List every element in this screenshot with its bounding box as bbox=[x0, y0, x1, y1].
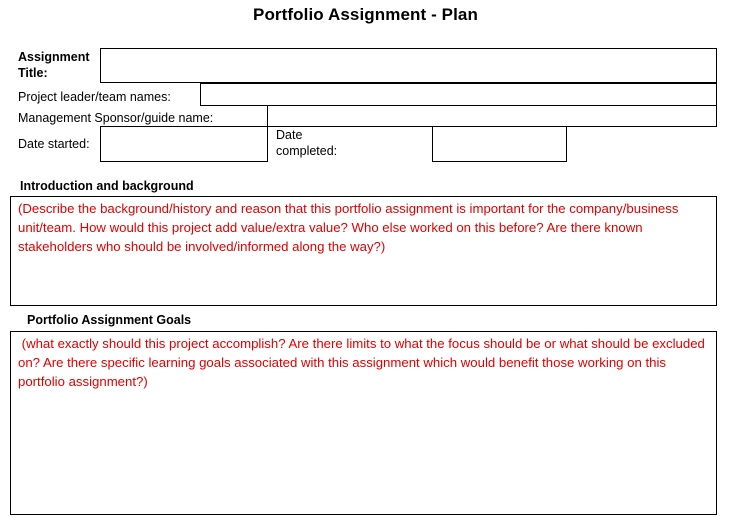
project-leader-field[interactable] bbox=[200, 83, 717, 106]
date-started-label: Date started: bbox=[18, 137, 90, 151]
project-leader-label: Project leader/team names: bbox=[18, 90, 171, 104]
sponsor-label: Management Sponsor/guide name: bbox=[18, 111, 214, 125]
date-completed-field[interactable] bbox=[432, 126, 567, 162]
goals-textarea[interactable] bbox=[10, 331, 717, 515]
introduction-heading: Introduction and background bbox=[20, 179, 194, 193]
goals-heading: Portfolio Assignment Goals bbox=[27, 313, 192, 327]
page-title: Portfolio Assignment - Plan bbox=[253, 5, 478, 24]
date-started-field[interactable] bbox=[100, 126, 268, 162]
sponsor-field[interactable] bbox=[267, 105, 717, 127]
introduction-textarea[interactable] bbox=[10, 196, 717, 306]
date-completed-label: Date completed: bbox=[276, 128, 338, 158]
assignment-title-field[interactable] bbox=[100, 48, 717, 83]
introduction-prompt: (Describe the background/history and reason that this portfolio assignment is important for the company/business unit/team. How would this project add value/extra value? Who else worked on this before? Are there known stakeholders who should be involved/informed along the way?) bbox=[18, 201, 679, 254]
assignment-title-label: Assignment Title: bbox=[18, 50, 90, 80]
goals-prompt: (what exactly should this project accomplish? Are there limits to what the focus should be or what should be excluded on? Are there specific learning goals associated with this assignment which would benefit those working on this portfolio assignment?) bbox=[18, 336, 709, 389]
